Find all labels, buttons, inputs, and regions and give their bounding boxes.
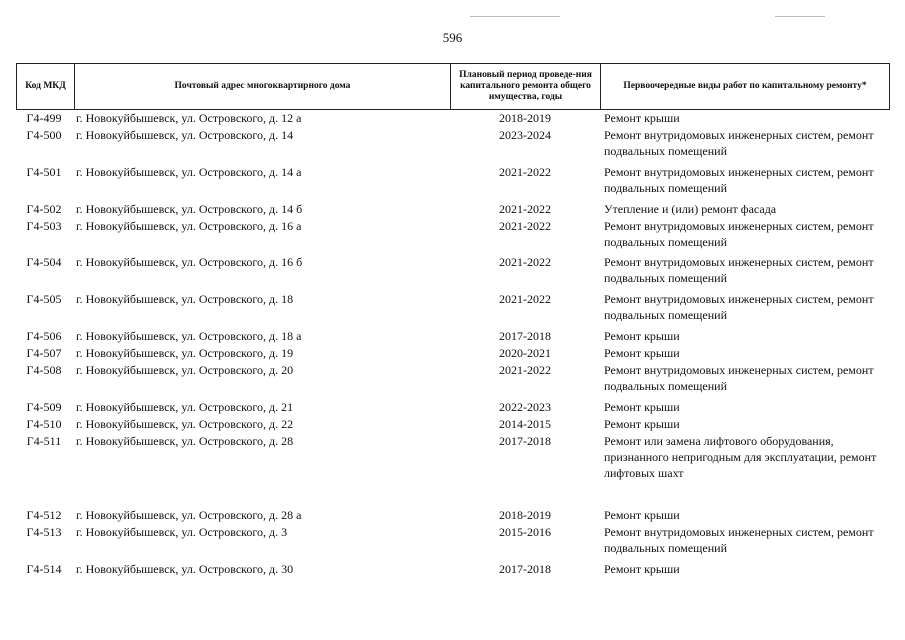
cell-period: 2017-2018	[499, 561, 551, 576]
cell-code: Г4-511	[26, 434, 62, 449]
cell-code: Г4-505	[26, 292, 62, 306]
cell-works: Ремонт внутридомовых инженерных систем, ремонт подвальных помещений	[604, 524, 874, 555]
cell-address: г. Новокуйбышевск, ул. Островского, д. 16 а	[76, 218, 302, 233]
cell-works: Ремонт или замена лифтового оборудования, признанного непригодным для эксплуатации, ремонт лифтовых шахт	[604, 434, 877, 481]
cell-period: 2021-2022	[499, 164, 551, 179]
cell-code: Г4-504	[26, 255, 62, 270]
table-header	[16, 63, 890, 110]
cell-period: 2014-2015	[499, 417, 551, 432]
cell-period: 2021-2022	[499, 201, 551, 216]
header-code: Код МКД	[17, 64, 75, 110]
cell-code: Г4-509	[26, 399, 62, 414]
cell-address: г. Новокуйбышевск, ул. Островского, д. 20	[76, 363, 294, 378]
cell-works: Ремонт крыши	[604, 345, 680, 360]
cell-address: г. Новокуйбышевск, ул. Островского, д. 22	[76, 417, 294, 432]
cell-address: г. Новокуйбышевск, ул. Островского, д. 19	[76, 345, 294, 360]
cell-period: 2018-2019	[499, 507, 551, 522]
cell-works: Ремонт крыши	[604, 328, 680, 343]
cell-works: Ремонт крыши	[604, 561, 680, 576]
cell-works: Ремонт крыши	[604, 111, 680, 125]
cell-period: 2022-2023	[499, 399, 551, 414]
cell-works: Ремонт внутридомовых инженерных систем, ремонт подвальных помещений	[604, 164, 874, 195]
cell-address: г. Новокуйбышевск, ул. Островского, д. 14 б	[76, 201, 303, 216]
scan-artifact-right	[775, 16, 825, 17]
cell-works: Ремонт крыши	[604, 507, 680, 522]
cell-code: Г4-499	[26, 111, 62, 125]
cell-code: Г4-513	[26, 524, 62, 539]
header-period: Плановый период проведе-ния капитального ремонта общего имущества, годы	[451, 64, 601, 110]
cell-works: Ремонт крыши	[604, 417, 680, 432]
header-works: Первоочередные виды работ по капитальному ремонту*	[601, 64, 890, 110]
cell-code: Г4-503	[26, 218, 62, 233]
cell-code: Г4-514	[26, 561, 62, 576]
cell-period: 2015-2016	[499, 524, 551, 539]
cell-works: Ремонт внутридомовых инженерных систем, ремонт подвальных помещений	[604, 292, 874, 322]
cell-code: Г4-501	[26, 164, 62, 179]
cell-address: г. Новокуйбышевск, ул. Островского, д. 30	[76, 561, 294, 576]
cell-works: Ремонт внутридомовых инженерных систем, ремонт подвальных помещений	[604, 363, 874, 394]
cell-code: Г4-506	[26, 328, 62, 343]
cell-works: Ремонт внутридомовых инженерных систем, ремонт подвальных помещений	[604, 128, 874, 159]
cell-address: г. Новокуйбышевск, ул. Островского, д. 12 а	[76, 111, 302, 125]
cell-period: 2021-2022	[499, 255, 551, 270]
cell-period: 2017-2018	[499, 434, 551, 449]
cell-code: Г4-507	[26, 345, 62, 360]
cell-address: г. Новокуйбышевск, ул. Островского, д. 14	[76, 128, 294, 143]
cell-works: Утепление и (или) ремонт фасада	[604, 201, 777, 216]
cell-works: Ремонт внутридомовых инженерных систем, ремонт подвальных помещений	[604, 218, 874, 249]
cell-address: г. Новокуйбышевск, ул. Островского, д. 18	[76, 292, 294, 306]
cell-code: Г4-510	[26, 417, 62, 432]
cell-address: г. Новокуйбышевск, ул. Островского, д. 21	[76, 399, 294, 414]
cell-period: 2017-2018	[499, 328, 551, 343]
cell-period: 2021-2022	[499, 363, 551, 378]
cell-address: г. Новокуйбышевск, ул. Островского, д. 18 а	[76, 328, 302, 343]
cell-code: Г4-508	[26, 363, 62, 378]
cell-works: Ремонт крыши	[604, 399, 680, 414]
cell-code: Г4-502	[26, 201, 62, 216]
cell-period: 2023-2024	[499, 128, 551, 143]
cell-period: 2021-2022	[499, 218, 551, 233]
cell-period: 2018-2019	[499, 111, 551, 125]
cell-period: 2021-2022	[499, 292, 551, 306]
scan-artifact-left	[470, 16, 560, 17]
cell-address: г. Новокуйбышевск, ул. Островского, д. 16 б	[76, 255, 303, 270]
page-number: 596	[442, 30, 463, 45]
header-address: Почтовый адрес многоквартирного дома	[75, 64, 451, 110]
cell-address: г. Новокуйбышевск, ул. Островского, д. 14 а	[76, 164, 302, 179]
cell-period: 2020-2021	[499, 345, 551, 360]
cell-code: Г4-512	[26, 507, 62, 522]
cell-address: г. Новокуйбышевск, ул. Островского, д. 3	[76, 524, 288, 539]
cell-code: Г4-500	[26, 128, 62, 143]
cell-works: Ремонт внутридомовых инженерных систем, ремонт подвальных помещений	[604, 255, 874, 286]
cell-address: г. Новокуйбышевск, ул. Островского, д. 28	[76, 434, 294, 449]
cell-address: г. Новокуйбышевск, ул. Островского, д. 28 а	[76, 507, 302, 522]
